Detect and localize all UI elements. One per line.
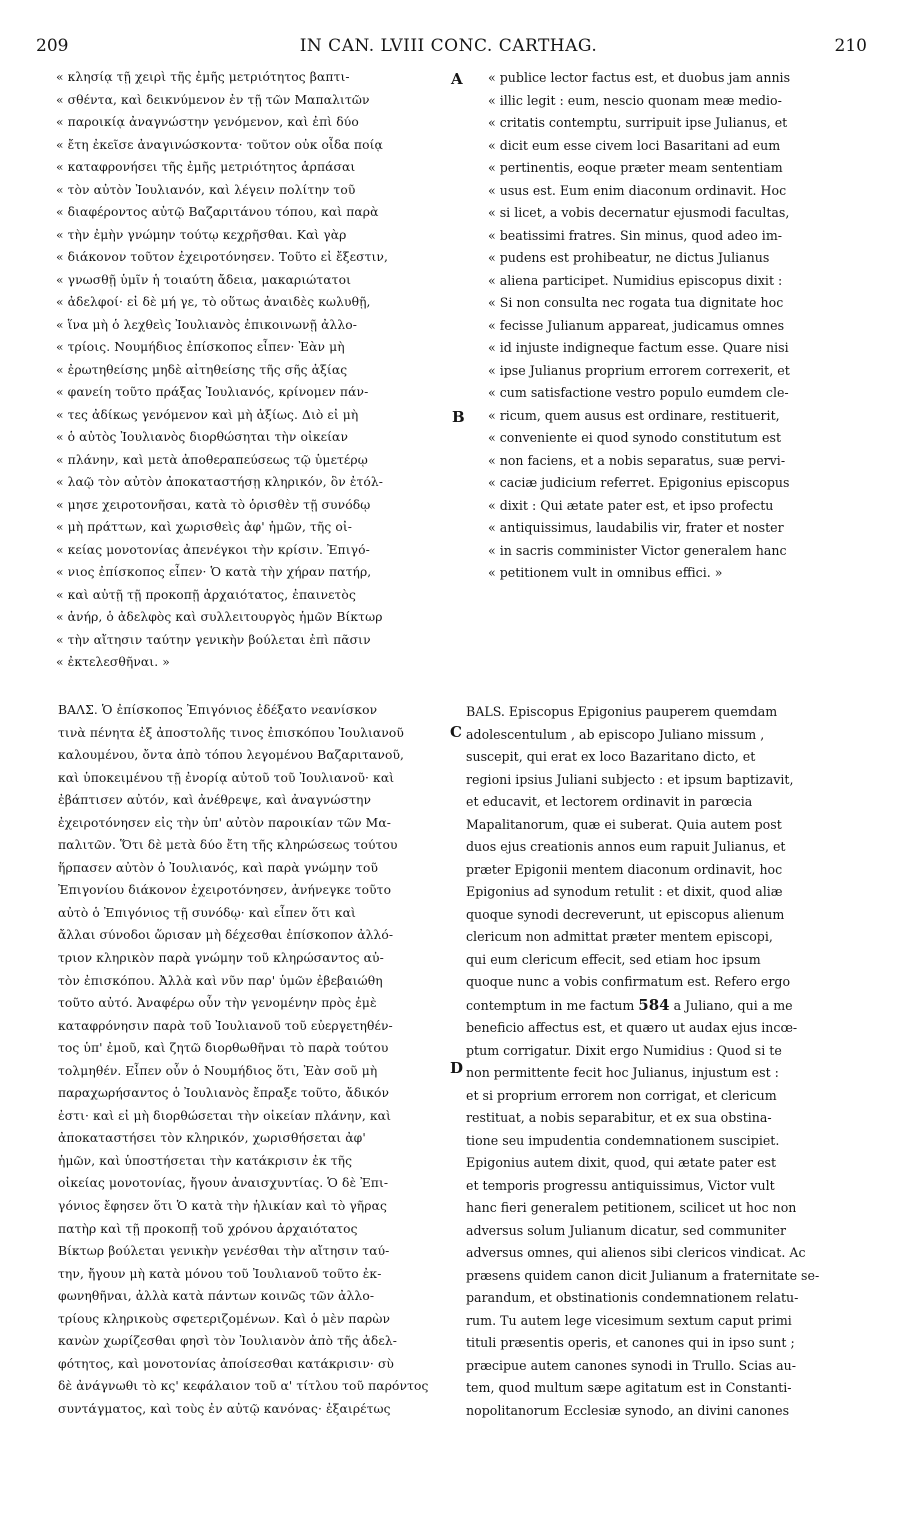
text-line: ἥρπασεν αὐτὸν ὁ Ἰουλιανός, καὶ παρὰ γνώμην τοῦ	[58, 860, 379, 875]
text-line: « pudens est prohibeatur, ne dictus Julianus	[488, 250, 770, 265]
text-line: et temporis progressu antiquissimus, Victor vult	[466, 1177, 775, 1193]
text-line: Mapalitanorum, quæ ei suberat. Quia autem post	[466, 816, 782, 832]
text-line: ΒΑΛΣ. Ὁ ἐπίσκοπος Ἐπιγόνιος ἐδέξατο νεανίσκον	[58, 703, 378, 717]
text-line: « καὶ αὐτῇ τῇ προκοπῇ ἀρχαιότατος, ἐπαινετὸς	[56, 587, 356, 602]
text-line: τινὰ πένητα ἐξ ἀποστολῆς τινος ἐπισκόπου Ἰουλιανοῦ	[58, 725, 404, 740]
text-line: την, ἤγουν μὴ κατὰ μόνου τοῦ Ἰουλιανοῦ τοῦτο ἐκ-	[58, 1266, 382, 1281]
text-line: « τρίοις. Νουμήδιος ἐπίσκοπος εἶπεν· Ἐὰν μὴ	[56, 340, 345, 354]
text-line: « antiquissimus, laudabilis vir, frater et noster	[488, 520, 784, 535]
text-line: regioni ipsius Juliani subjecto : et ipsum baptizavit,	[466, 771, 794, 787]
text-line: tituli præsentis operis, et canones qui in ipso sunt ;	[466, 1335, 795, 1350]
text-line: « illic legit : eum, nescio quonam meæ medio-	[488, 92, 782, 108]
text-line: γόνιος ἔφησεν ὅτι Ὁ κατὰ τὴν ἡλικίαν καὶ τὸ γῆρας	[58, 1199, 387, 1214]
text-fragment: contemptum in me factum	[466, 997, 639, 1013]
text-line: αὐτὸ ὁ Ἐπιγόνιος τῇ συνόδῳ· καὶ εἶπεν ὅτι καὶ	[58, 905, 356, 920]
text-line: suscepit, qui erat ex loco Bazaritano dicto, et	[466, 749, 756, 764]
text-line: et si proprium errorem non corrigat, et clericum	[466, 1087, 777, 1103]
text-line: BALS. Episcopus Epigonius pauperem quemdam	[466, 704, 778, 719]
text-line: « si licet, a vobis decernatur ejusmodi facultas,	[488, 205, 790, 220]
text-line: « τὴν ἐμὴν γνώμην τούτῳ κεχρῆσθαι. Καὶ γὰρ	[56, 227, 347, 242]
text-line: beneficio affectus est, et quæro ut audax ejus incœ-	[466, 1020, 798, 1035]
text-line: φωνηθῆναι, ἀλλὰ κατὰ πάντων κοινῶς τῶν ἀλλο-	[58, 1289, 375, 1304]
text-line: « τὴν αἴτησιν ταύτην γενικὴν βούλεται ἐπὶ πᾶσιν	[56, 632, 371, 647]
commentary-latin-column	[466, 701, 876, 1422]
commentary-greek-column	[58, 699, 446, 1421]
text-line: rum. Tu autem lege vicesimum sextum caput primi	[466, 1312, 792, 1328]
text-line: « διαφέροντος αὐτῷ Βαζαριτάνου τόπου, καὶ παρὰ	[56, 205, 379, 219]
text-line: τριον κληρικὸν παρὰ γνώμην τοῦ κληρώσαντος αὐ-	[58, 951, 384, 966]
page-number-right: 210	[834, 36, 867, 56]
text-line: ἐβάπτισεν αὐτόν, καὶ ἀνέθρεψε, καὶ ἀναγνώστην	[58, 793, 372, 808]
text-line: « ἐκτελεσθῆναι. »	[56, 655, 170, 669]
text-line: « dixit : Qui ætate pater est, et ipso profectu	[488, 497, 774, 513]
text-line: « ἵνα μὴ ὁ λεχθεὶς Ἰουλιανὸς ἐπικοινωνῇ ἀλλο-	[56, 317, 358, 332]
text-line: τρίους κληρικοὺς σφετεριζομένων. Καὶ ὁ μὲν παρὼν	[58, 1311, 391, 1326]
text-line: κανὼν χωρίζεσθαι φησὶ τὸν Ἰουλιανὸν ἀπὸ τῆς ἀδελ-	[58, 1334, 398, 1349]
text-line: duos ejus creationis annos eum rapuit Julianus, et	[466, 839, 786, 854]
text-line: « critatis contemptu, surripuit ipse Julianus, et	[488, 115, 788, 130]
text-line: καλουμένου, ὄντα ἀπὸ τόπου λεγομένου Βαζαριτανοῦ,	[58, 748, 405, 763]
text-line: « aliena participet. Numidius episcopus dixit :	[488, 272, 783, 288]
column-number: 584	[638, 995, 670, 1014]
text-line: « ἀδελφοί· εἰ δὲ μή γε, τὸ οὕτως ἀναιδὲς κωλυθῇ,	[56, 295, 371, 309]
text-line: « ὁ αὐτὸς Ἰουλιανὸς διορθώσηται τὴν οἰκείαν	[56, 430, 349, 444]
running-title: IN CAN. LVIII CONC. CARTHAG.	[299, 36, 598, 56]
text-line: « publice lector factus est, et duobus jam annis	[488, 70, 791, 85]
text-line: τὸν ἐπισκόπου. Ἀλλὰ καὶ νῦν παρ' ὑμῶν ἐβεβαιώθη	[58, 973, 383, 988]
text-line: « ricum, quem ausus est ordinare, restituerit,	[488, 407, 780, 423]
page-header	[30, 36, 867, 62]
text-line: quoque nunc a vobis confirmatum est. Refero ergo	[466, 974, 791, 989]
text-line: « caciæ judicium referret. Epigonius episcopus	[488, 475, 790, 490]
text-line: ἐστι· καὶ εἰ μὴ διορθώσεται τὴν οἰκείαν πλάνην, καὶ	[58, 1108, 391, 1123]
text-line: ἄλλαι σύνοδοι ὥρισαν μὴ δέχεσθαι ἐπίσκοπον ἀλλό-	[58, 928, 394, 943]
text-line: τοῦτο αὐτό. Ἀναφέρω οὖν τὴν γενομένην πρὸς ἐμὲ	[58, 996, 377, 1011]
text-line: tione seu impudentia condemnationem suscipiet.	[466, 1132, 780, 1148]
text-line: « κείας μονοτονίας ἀπενέγκοι τὴν κρίσιν. Ἐπιγό-	[56, 542, 370, 557]
margin-letter-b: B	[452, 408, 465, 426]
text-line: « beatissimi fratres. Sin minus, quod adeo im-	[488, 227, 783, 243]
text-line: « in sacris comminister Victor generalem hanc	[488, 542, 787, 558]
text-line: τολμηθέν. Εἶπεν οὖν ὁ Νουμήδιος ὅτι, Ἐὰν σοῦ μὴ	[58, 1063, 378, 1078]
text-line: φότητος, καὶ μονοτονίας ἀποίσεσθαι κατάκρισιν· σὺ	[58, 1356, 395, 1371]
margin-letter-a: A	[451, 70, 463, 88]
text-line: « τες ἀδίκως γενόμενον καὶ μὴ ἀξίως. Διὸ εἰ μὴ	[56, 407, 359, 422]
text-line: « γνωσθῇ ὑμῖν ἡ τοιαύτη ἄδεια, μακαριώτατοι	[56, 272, 352, 287]
text-line: clericum non admittat præter mentem episcopi,	[466, 929, 773, 944]
text-line: οἰκείας μονοτονίας, ἤγουν ἀναισχυντίας. Ὁ δὲ Ἐπι-	[58, 1176, 389, 1191]
text-line: καὶ ὑποκειμένου τῇ ἐνορίᾳ αὐτοῦ τοῦ Ἰουλιανοῦ· καὶ	[58, 770, 395, 785]
text-line: ἀποκαταστήσει τὸν κληρικόν, χωρισθήσεται ἀφ'	[58, 1131, 366, 1146]
text-line: « pertinentis, eoque præter meam sententiam	[488, 160, 783, 175]
margin-letter-c: C	[450, 723, 462, 741]
text-line: hanc fieri generalem petitionem, scilicet ut hoc non	[466, 1200, 797, 1215]
text-line: parandum, et obstinationis condemnationem relatu-	[466, 1290, 799, 1305]
text-line: πατὴρ καὶ τῇ προκοπῇ τοῦ χρόνου ἀρχαιότατος	[58, 1221, 358, 1236]
text-line: qui eum clericum effecit, sed etiam hoc ipsum	[466, 951, 761, 967]
text-line: δὲ ἀνάγνωθι τὸ κς' κεφάλαιον τοῦ α' τίτλου τοῦ παρόντος	[58, 1379, 429, 1394]
text-fragment: a Juliano, qui a me	[669, 997, 793, 1013]
margin-letter-d: D	[450, 1059, 464, 1077]
text-line: « καταφρονήσει τῆς ἐμῆς μετριότητος ἁρπάσαι	[56, 160, 356, 174]
text-line: adversus omnes, qui alienos sibi clericos vindicat. Ac	[466, 1245, 806, 1260]
text-line: παραχωρήσαντος ὁ Ἰουλιανὸς ἔπραξε τοῦτο, ἄδικόν	[58, 1086, 390, 1101]
text-line: adolescentulum , ab episcopo Juliano missum ,	[466, 726, 765, 742]
text-line: non permittente fecit hoc Julianus, injustum est :	[466, 1065, 779, 1080]
text-line: ἡμῶν, καὶ ὑποστήσεται τὴν κατάκρισιν ἐκ τῆς	[58, 1153, 353, 1168]
text-line: tem, quod multum sæpe agitatum est in Constanti-	[466, 1380, 792, 1395]
text-line	[466, 994, 876, 1018]
quote-greek-column	[56, 66, 442, 674]
text-line: restituat, a nobis separabitur, et ex sua obstina-	[466, 1110, 772, 1125]
text-line: συντάγματος, καὶ τοὺς ἐν αὐτῷ κανόνας· ἐξαιρέτως	[58, 1401, 391, 1416]
text-line: « petitionem vult in omnibus effici. »	[488, 565, 723, 580]
text-line: « μησε χειροτονῆσαι, κατὰ τὸ ὁρισθὲν τῇ συνόδῳ	[56, 497, 371, 512]
text-line: « διάκονον τοῦτον ἐχειροτόνησεν. Τοῦτο εἰ ἔξεστιν,	[56, 250, 389, 264]
text-line: quoque synodi decreverunt, ut episcopus alienum	[466, 906, 785, 922]
quote-latin-column	[488, 67, 874, 585]
text-line: Βίκτωρ βούλεται γενικὴν γενέσθαι τὴν αἴτησιν ταύ-	[58, 1244, 390, 1259]
text-line: nopolitanorum Ecclesiæ synodo, an divini canones	[466, 1402, 790, 1418]
text-line: « non faciens, et a nobis separatus, suæ pervi-	[488, 452, 786, 468]
text-line: « σθέντα, καὶ δεικνύμενον ἐν τῇ τῶν Μαπαλιτῶν	[56, 92, 370, 107]
text-line: præcipue autem canones synodi in Trullo. Scias au-	[466, 1357, 797, 1373]
text-line: adversus solum Julianum dicatur, sed communiter	[466, 1222, 786, 1238]
text-line: Ἐπιγονίου διάκονον ἐχειροτόνησεν, ἀνήνεγκε τοῦτο	[58, 883, 392, 898]
text-line: « μὴ πράττων, καὶ χωρισθεὶς ἀφ' ἡμῶν, τῆς οἰ-	[56, 520, 353, 534]
text-line: « λαῷ τὸν αὐτὸν ἀποκαταστήσῃ κληρικόν, ὃν ἐτόλ-	[56, 475, 384, 489]
text-line: ἐχειροτόνησεν εἰς τὴν ὑπ' αὐτὸν παροικίαν τῶν Μα-	[58, 815, 392, 830]
text-line: « Si non consulta nec rogata tua dignitate hoc	[488, 295, 784, 310]
text-line: et educavit, et lectorem ordinavit in parœcia	[466, 794, 753, 809]
text-line: « νιος ἐπίσκοπος εἶπεν· Ὁ κατὰ τὴν χήραν πατήρ,	[56, 565, 372, 579]
text-line: « ipse Julianus proprium errorem correxerit, et	[488, 362, 790, 378]
text-line: Epigonius autem dixit, quod, qui ætate pater est	[466, 1155, 777, 1170]
page-number-left: 209	[36, 36, 69, 56]
text-line: Epigonius ad synodum retulit : et dixit, quod aliæ	[466, 884, 783, 899]
text-line: « τὸν αὐτὸν Ἰουλιανόν, καὶ λέγειν πολίτην τοῦ	[56, 182, 356, 197]
text-line: « φανείη τοῦτο πράξας Ἰουλιανός, κρίνομεν πάν-	[56, 385, 369, 399]
text-line: « παροικίᾳ ἀναγνώστην γενόμενον, καὶ ἐπὶ δύο	[56, 115, 359, 129]
text-line: παλιτῶν. Ὅτι δὲ μετὰ δύο ἔτη τῆς κληρώσεως τούτου	[58, 838, 398, 853]
text-line: « ἔτη ἐκεῖσε ἀναγινώσκοντα· τοῦτον οὐκ οἶδα ποίᾳ	[56, 137, 383, 152]
text-line: « usus est. Eum enim diaconum ordinavit. Hoc	[488, 182, 787, 198]
text-line: « cum satisfactione vestro populo eumdem cle-	[488, 385, 789, 400]
text-line: « ἀνήρ, ὁ ἀδελφὸς καὶ συλλειτουργὸς ἡμῶν Βίκτωρ	[56, 610, 383, 624]
text-line: τος ὑπ' ἐμοῦ, καὶ ζητῶ διορθωθῆναι τὸ παρὰ τούτου	[58, 1041, 389, 1056]
text-line: præter Epigonii mentem diaconum ordinavit, hoc	[466, 861, 783, 877]
text-line: « conveniente ei quod synodo constitutum est	[488, 430, 782, 445]
text-line: « id injuste indigneque factum esse. Quare nisi	[488, 340, 789, 355]
text-line: « κλησίᾳ τῇ χειρὶ τῆς ἐμῆς μετριότητος βαπτι-	[56, 70, 350, 84]
text-line: ptum corrigatur. Dixit ergo Numidius : Quod si te	[466, 1042, 782, 1058]
text-line: præsens quidem canon dicit Julianum a fraternitate se-	[466, 1267, 820, 1283]
text-line: « dicit eum esse civem loci Basaritani ad eum	[488, 137, 781, 153]
text-line: « fecisse Julianum appareat, judicamus omnes	[488, 317, 785, 333]
text-line: « ἐρωτηθείσης μηδὲ αἰτηθείσης τῆς σῆς ἀξίας	[56, 362, 348, 377]
text-line: « πλάνην, καὶ μετὰ ἀποθεραπεύσεως τῷ ὑμετέρῳ	[56, 452, 368, 467]
text-line: καταφρόνησιν παρὰ τοῦ Ἰουλιανοῦ τοῦ εὐεργετηθέν-	[58, 1018, 393, 1033]
